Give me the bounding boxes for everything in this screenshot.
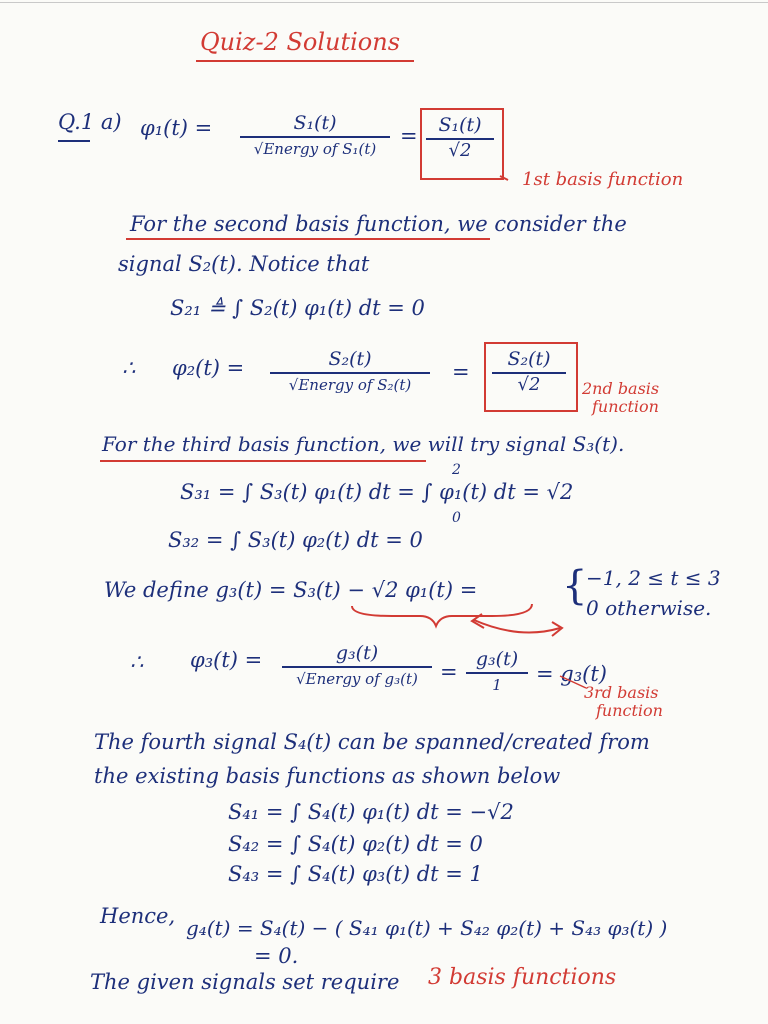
phi3-simplified-denominator: 1 [492,676,502,694]
title-underline [196,60,414,62]
g4-zero: = 0. [254,944,299,968]
phi3-simplified-fraction [466,648,528,694]
phi3-numerator: g₃(t) [335,642,379,664]
therefore-symbol: ∴ [130,650,144,674]
phi3-simplified-numerator: g₃(t) [475,648,519,670]
fraction-bar [270,372,430,374]
underbrace [352,604,532,626]
phi3-result: = g₃(t) [536,662,607,686]
phi1-boxed-denominator: √2 [448,140,472,161]
phi1-numerator: S₁(t) [293,112,337,134]
fourth-line-1: The fourth signal S₄(t) can be spanned/created from [94,730,650,754]
page-title: Quiz-2 Solutions [200,28,401,56]
arrow-shaft [474,620,560,633]
phi3-denominator: √Energy of g₃(t) [296,670,418,688]
fraction-bar [282,666,432,668]
phi2-denominator: √Energy of S₂(t) [288,376,412,394]
s32-equation: S₃₂ = ∫ S₃(t) φ₂(t) dt = 0 [168,528,423,552]
phi3-note-line-2: function [596,701,663,720]
s31-equation: S₃₁ = ∫ S₃(t) φ₁(t) dt = ∫ φ₁(t) dt = √2 [180,480,574,504]
phi2-boxed-denominator: √2 [517,374,541,395]
cases-brace: { [562,563,588,609]
phi3-equals: = [440,660,458,684]
phi1-denominator: √Energy of S₁(t) [253,140,377,158]
phi1-boxed-fraction [426,114,494,160]
fourth-line-2: the existing basis functions as shown below [94,764,561,788]
second-intro-line-1: For the second basis function, we consider the [130,212,627,236]
phi2-boxed-fraction [492,348,566,394]
phi2-lhs: φ₂(t) = [172,356,245,380]
phi2-note-line-1: 2nd basis [582,379,660,398]
phi2-boxed-numerator: S₂(t) [507,348,551,370]
s41-equation: S₄₁ = ∫ S₄(t) φ₁(t) dt = −√2 [228,800,514,824]
third-intro: For the third basis function, we will try signal S₃(t). [102,432,625,456]
second-intro-underline [126,238,490,240]
phi2-equals: = [452,360,470,384]
fraction-bar [466,672,528,674]
phi1-lhs: φ₁(t) = [140,116,213,140]
g4-equation: g₄(t) = S₄(t) − ( S₄₁ φ₁(t) + S₄₂ φ₂(t) + S₄₃ φ₃(t) ) [186,916,668,940]
question-label-underline [58,140,90,142]
conclusion-answer: 3 basis functions [428,965,617,990]
phi2-numerator: S₂(t) [328,348,372,370]
third-intro-underline [100,460,426,462]
s42-equation: S₄₂ = ∫ S₄(t) φ₂(t) dt = 0 [228,832,483,856]
scan-top-edge [0,2,768,3]
phi1-note: 1st basis function [522,169,684,190]
arrow-head-left [472,614,484,628]
s21-equation: S₂₁ ≜ ∫ S₂(t) φ₁(t) dt = 0 [170,296,425,320]
phi1-equals: = [400,124,418,148]
therefore-symbol: ∴ [122,356,136,380]
g3-case-1: −1, 2 ≤ t ≤ 3 [586,566,721,590]
conclusion-text: The given signals set require [90,970,400,994]
phi2-fraction [270,348,430,394]
phi3-fraction [282,642,432,688]
phi3-note-line-1: 3rd basis [584,683,659,702]
g3-definition: We define g₃(t) = S₃(t) − √2 φ₁(t) = [104,578,478,602]
g3-case-2: 0 otherwise. [586,596,712,620]
phi1-boxed-numerator: S₁(t) [438,114,482,136]
phi2-note-line-2: function [592,397,659,416]
phi3-lhs: φ₃(t) = [190,648,263,672]
s43-equation: S₄₃ = ∫ S₄(t) φ₃(t) dt = 1 [228,862,483,886]
question-label: Q.1 a) [58,110,122,134]
s31-lower-limit: 0 [452,510,461,526]
fraction-bar [240,136,390,138]
second-intro-line-2: signal S₂(t). Notice that [118,252,370,276]
phi1-fraction [240,112,390,158]
hence-label: Hence, [100,904,176,928]
arrow-head-right [552,622,562,636]
s31-upper-limit: 2 [452,462,461,478]
